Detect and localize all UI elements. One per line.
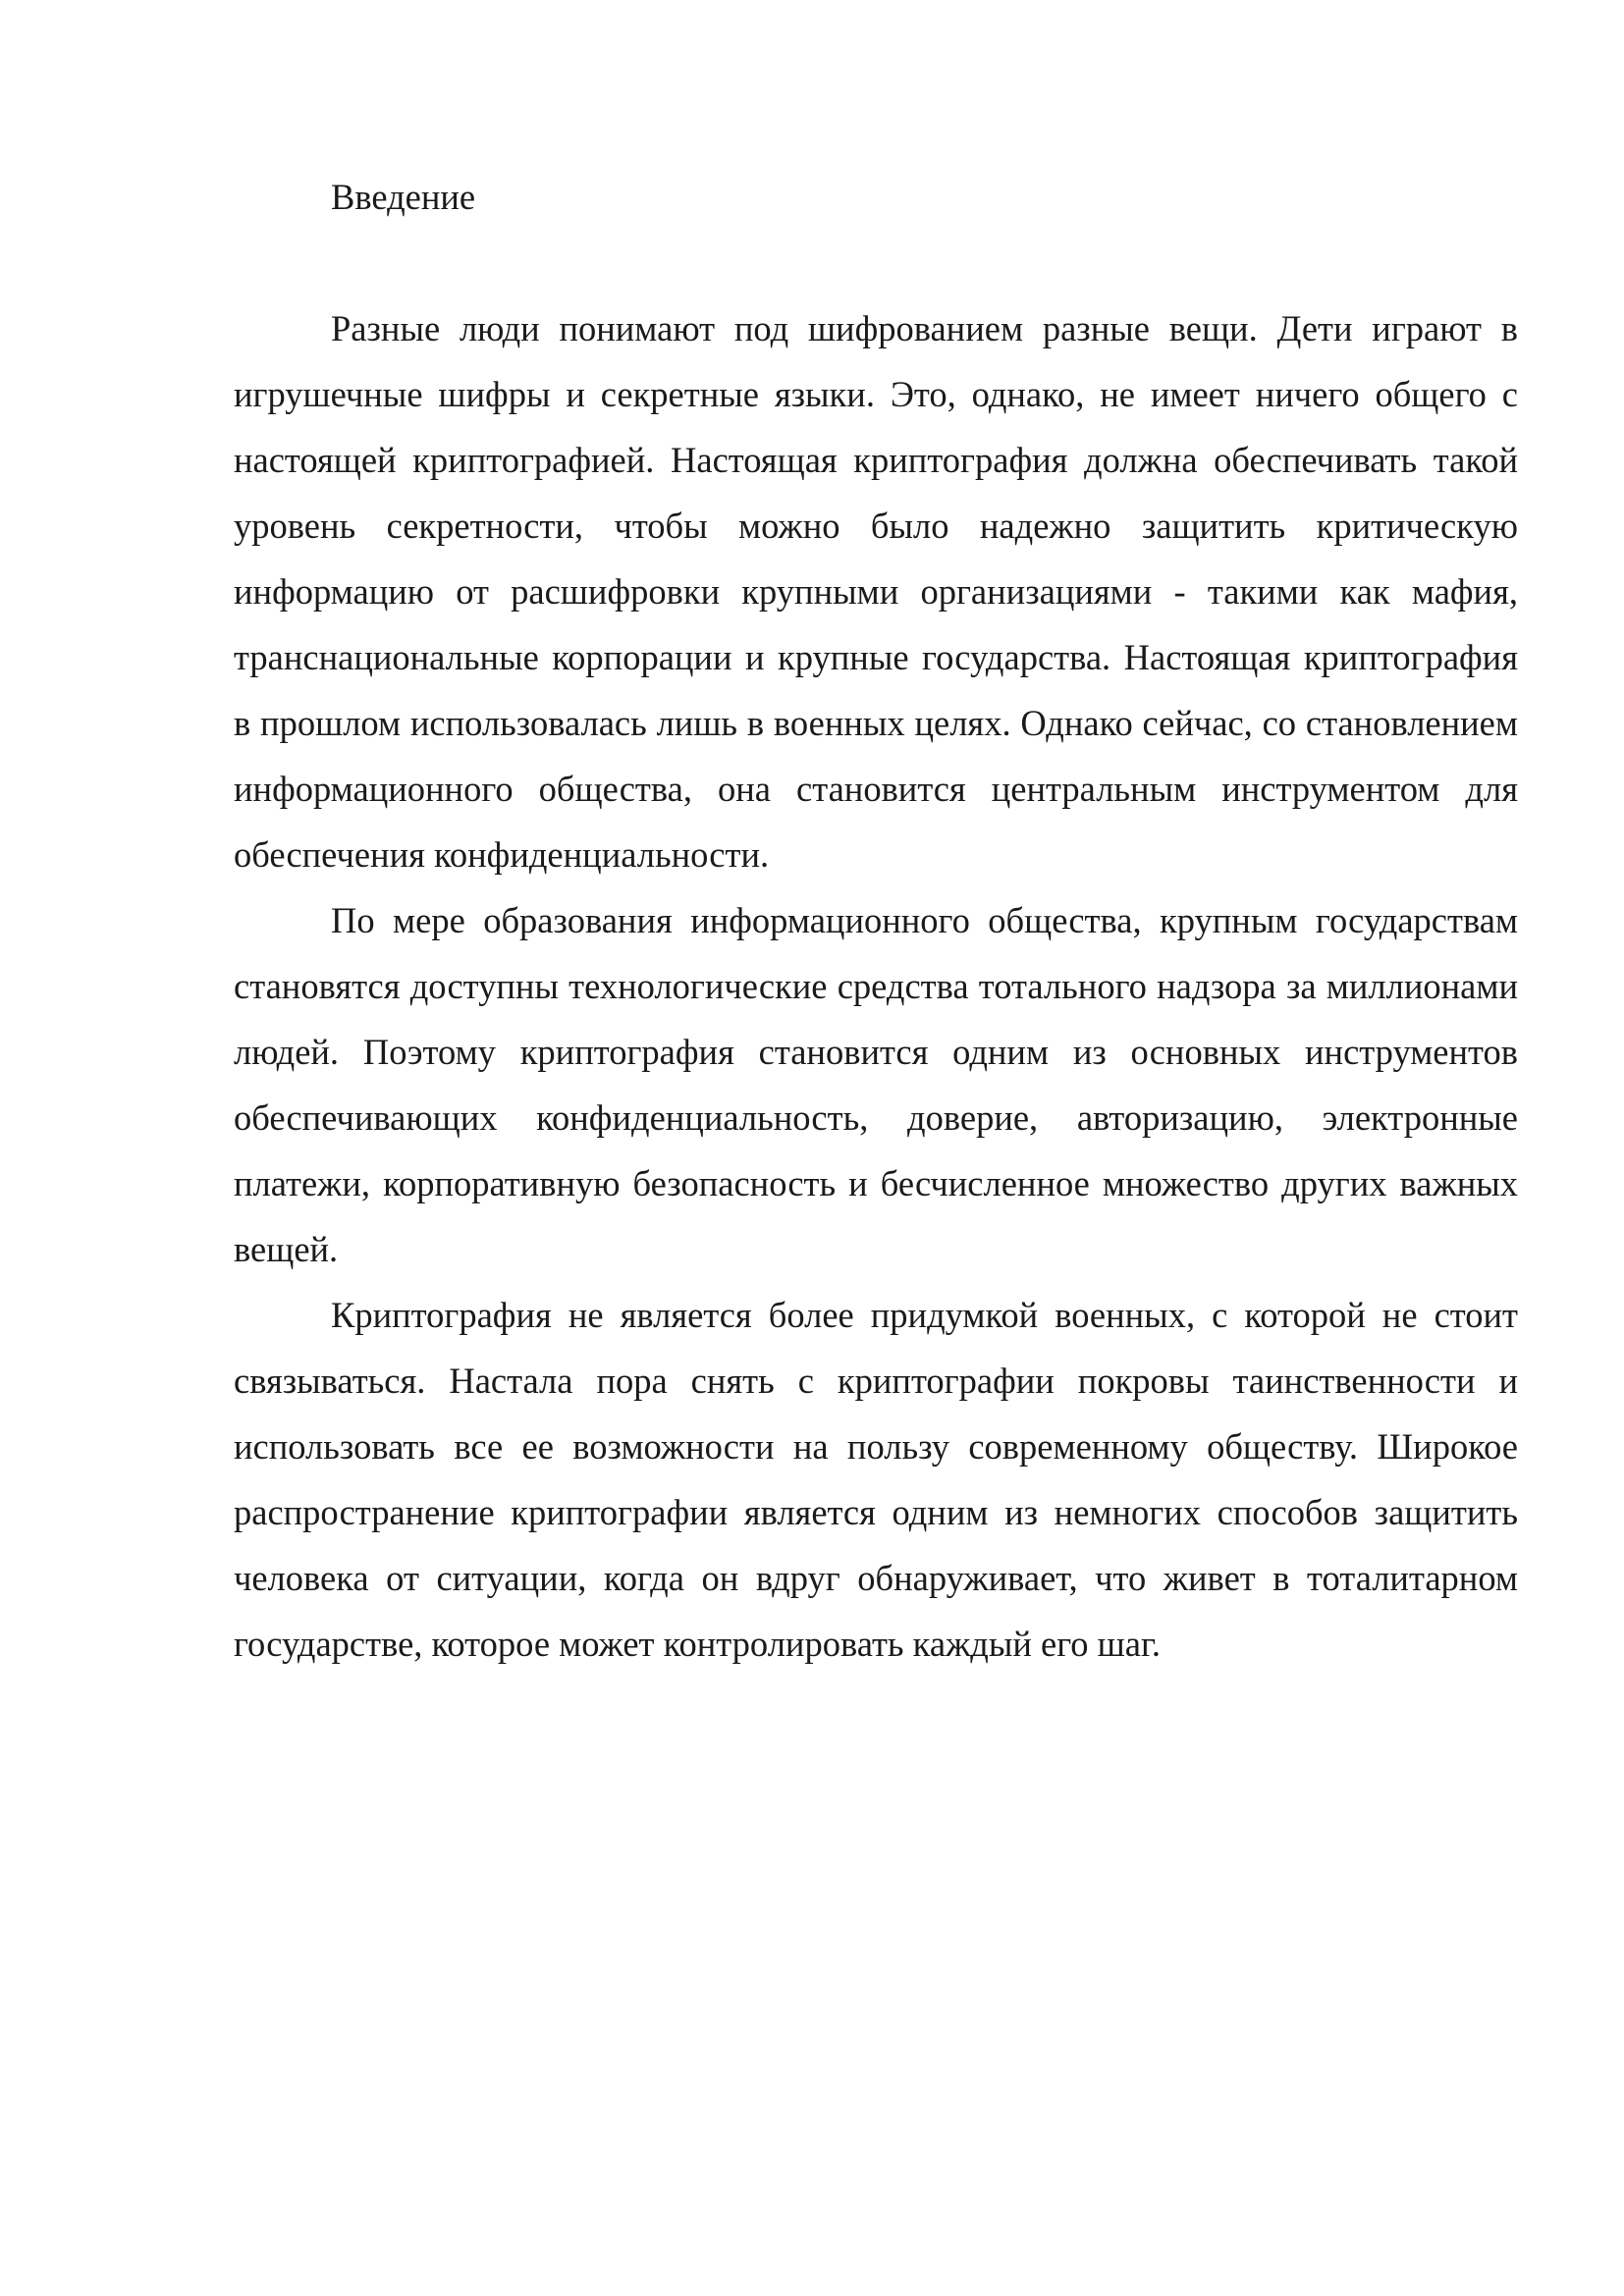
paragraph-2: По мере образования информационного общества, крупным государствам становятся доступны технологические средства тотального надзора за миллионами людей. Поэтому криптография становится одним из основных инструментов обеспечивающих конфиденциальность, доверие, авторизацию, электронные платежи, корпоративную безопасность и бесчисленное множество других важных вещей. — [234, 900, 1518, 1269]
paragraph-3: Криптография не является более придумкой военных, с которой не стоит связываться. Настала пора снять с криптографии покровы таинственности и использовать все ее возможности на пользу современному обществу. Широкое распространение криптографии является одним из немногих способов защитить человека от ситуации, когда он вдруг обнаруживает, что живет в тоталитарном государстве, которое может контролировать каждый его шаг. — [234, 1295, 1518, 1664]
paragraph-1: Разные люди понимают под шифрованием разные вещи. Дети играют в игрушечные шифры и секретные языки. Это, однако, не имеет ничего общего с настоящей криптографией. Настоящая криптография должна обеспечивать такой уровень секретности, чтобы можно было надежно защитить критическую информацию от расшифровки крупными организациями - такими как мафия, транснациональные корпорации и крупные государства. Настоящая криптография в прошлом использовалась лишь в военных целях. Однако сейчас, со становлением информационного общества, она становится центральным инструментом для обеспечения конфиденциальности. — [234, 308, 1518, 875]
section-heading: Введение — [331, 177, 476, 217]
heading-spacer — [234, 230, 1518, 295]
document-body — [234, 164, 1518, 1677]
